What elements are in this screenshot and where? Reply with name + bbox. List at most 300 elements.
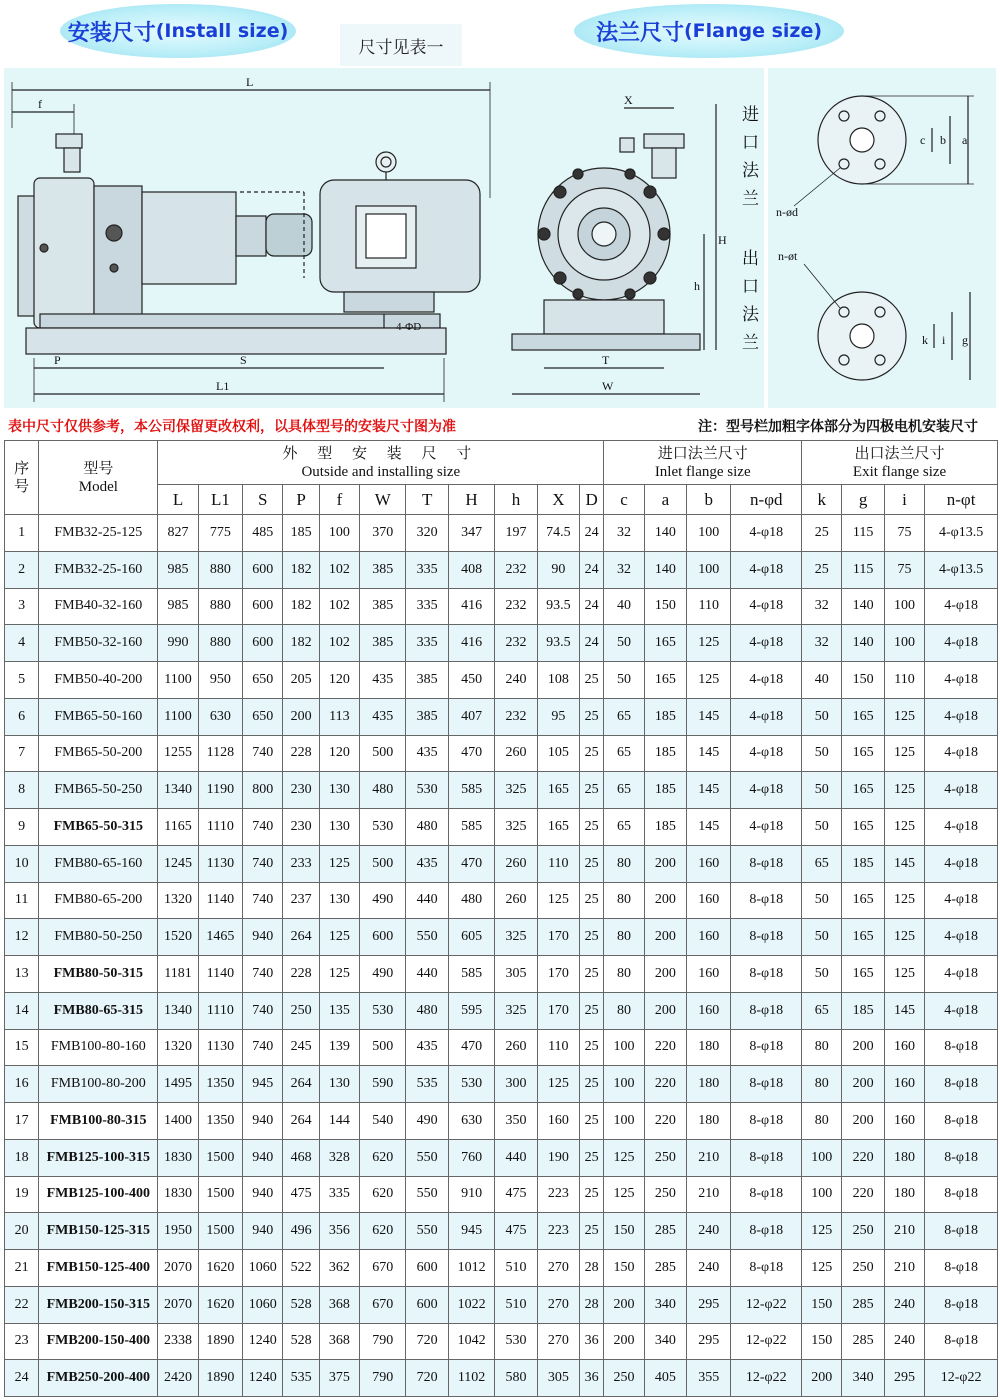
value-cell: 1110 — [198, 809, 242, 846]
model-cell: FMB50-32-160 — [39, 625, 158, 662]
value-cell: 1465 — [198, 919, 242, 956]
dim-P-label: P — [54, 353, 61, 367]
value-cell: 25 — [580, 1139, 604, 1176]
col-header-W: W — [360, 485, 406, 515]
value-cell: 340 — [842, 1360, 884, 1397]
value-cell: 1165 — [158, 809, 198, 846]
value-cell: 50 — [802, 882, 842, 919]
value-cell: 110 — [884, 662, 924, 699]
value-cell: 100 — [604, 1029, 644, 1066]
value-cell: 250 — [283, 992, 319, 1029]
value-cell: 385 — [360, 551, 406, 588]
table-row — [5, 809, 998, 846]
value-cell: 130 — [319, 772, 359, 809]
value-cell: 160 — [537, 1103, 579, 1140]
value-cell: 165 — [537, 772, 579, 809]
value-cell: 24 — [580, 515, 604, 552]
value-cell: 480 — [360, 772, 406, 809]
col-header-L1: L1 — [198, 485, 242, 515]
value-cell: 25 — [580, 1176, 604, 1213]
value-cell: 140 — [842, 588, 884, 625]
value-cell: 110 — [687, 588, 731, 625]
value-cell: 510 — [495, 1286, 537, 1323]
row-number: 3 — [5, 588, 39, 625]
col-header-a: a — [644, 485, 686, 515]
value-cell: 1245 — [158, 845, 198, 882]
table-row — [5, 1029, 998, 1066]
model-cell: FMB65-50-200 — [39, 735, 158, 772]
value-cell: 232 — [495, 698, 537, 735]
value-cell: 535 — [283, 1360, 319, 1397]
value-cell: 210 — [687, 1176, 731, 1213]
value-cell: 260 — [495, 735, 537, 772]
model-cell: FMB125-100-400 — [39, 1176, 158, 1213]
value-cell: 125 — [884, 735, 924, 772]
value-cell: 368 — [319, 1323, 359, 1360]
outside-size-cn: 外 型 安 装 尺 寸 — [282, 445, 480, 462]
table-row — [5, 1139, 998, 1176]
table-row — [5, 1103, 998, 1140]
value-cell: 4-φ18 — [925, 662, 998, 699]
value-cell: 190 — [537, 1139, 579, 1176]
value-cell: 590 — [360, 1066, 406, 1103]
value-cell: 145 — [687, 809, 731, 846]
value-cell: 528 — [283, 1286, 319, 1323]
value-cell: 100 — [884, 588, 924, 625]
row-number: 2 — [5, 551, 39, 588]
value-cell: 325 — [495, 919, 537, 956]
value-cell: 125 — [319, 956, 359, 993]
value-cell: 93.5 — [537, 588, 579, 625]
value-cell: 1830 — [158, 1139, 198, 1176]
value-cell: 496 — [283, 1213, 319, 1250]
value-cell: 435 — [406, 735, 448, 772]
value-cell: 1340 — [158, 992, 198, 1029]
dim-c-label: c — [920, 133, 926, 147]
value-cell: 1950 — [158, 1213, 198, 1250]
value-cell: 100 — [802, 1139, 842, 1176]
value-cell: 264 — [283, 919, 319, 956]
col-header-h: h — [495, 485, 537, 515]
value-cell: 530 — [448, 1066, 494, 1103]
flange-title-cn: 法兰尺寸 — [595, 20, 684, 46]
value-cell: 740 — [243, 956, 283, 993]
value-cell: 295 — [687, 1286, 731, 1323]
value-cell: 228 — [283, 735, 319, 772]
value-cell: 150 — [644, 588, 686, 625]
value-cell: 165 — [842, 772, 884, 809]
flange-size-title — [574, 4, 844, 58]
value-cell: 170 — [537, 992, 579, 1029]
value-cell: 405 — [644, 1360, 686, 1397]
table-row — [5, 919, 998, 956]
value-cell: 200 — [604, 1286, 644, 1323]
table-row — [5, 1176, 998, 1213]
value-cell: 285 — [842, 1323, 884, 1360]
value-cell: 356 — [319, 1213, 359, 1250]
value-cell: 2420 — [158, 1360, 198, 1397]
col-header-X: X — [537, 485, 579, 515]
value-cell: 160 — [687, 882, 731, 919]
value-cell: 240 — [495, 662, 537, 699]
value-cell: 90 — [537, 551, 579, 588]
dim-h-label: h — [694, 279, 700, 293]
value-cell: 4-φ18 — [731, 772, 802, 809]
value-cell: 435 — [406, 1029, 448, 1066]
value-cell: 500 — [360, 1029, 406, 1066]
col-header-L: L — [158, 485, 198, 515]
value-cell: 585 — [448, 956, 494, 993]
table-row — [5, 515, 998, 552]
value-cell: 200 — [644, 919, 686, 956]
value-cell: 160 — [687, 992, 731, 1029]
value-cell: 650 — [243, 698, 283, 735]
value-cell: 200 — [842, 1103, 884, 1140]
value-cell: 180 — [687, 1066, 731, 1103]
value-cell: 320 — [406, 515, 448, 552]
value-cell: 160 — [884, 1029, 924, 1066]
col-header-c: c — [604, 485, 644, 515]
value-cell: 1495 — [158, 1066, 198, 1103]
value-cell: 305 — [495, 956, 537, 993]
dim-k-label: k — [922, 333, 928, 347]
value-cell: 485 — [243, 515, 283, 552]
value-cell: 25 — [802, 515, 842, 552]
dim-H-label: H — [718, 233, 727, 247]
value-cell: 740 — [243, 992, 283, 1029]
value-cell: 65 — [604, 809, 644, 846]
value-cell: 233 — [283, 845, 319, 882]
installation-drawing — [4, 68, 996, 408]
table-row — [5, 1213, 998, 1250]
value-cell: 4-φ18 — [925, 588, 998, 625]
table-row — [5, 1250, 998, 1287]
col-header-f: f — [319, 485, 359, 515]
value-cell: 1140 — [198, 882, 242, 919]
value-cell: 25 — [580, 956, 604, 993]
value-cell: 470 — [448, 845, 494, 882]
value-cell: 220 — [842, 1139, 884, 1176]
col-header-b: b — [687, 485, 731, 515]
model-header-en: Model — [78, 478, 118, 495]
value-cell: 940 — [243, 1139, 283, 1176]
value-cell: 36 — [580, 1323, 604, 1360]
value-cell: 4-φ18 — [731, 551, 802, 588]
table-row — [5, 588, 998, 625]
value-cell: 910 — [448, 1176, 494, 1213]
model-cell: FMB80-65-160 — [39, 845, 158, 882]
value-cell: 630 — [198, 698, 242, 735]
inlet-flange-header — [604, 441, 802, 485]
value-cell: 1890 — [198, 1360, 242, 1397]
value-cell: 540 — [360, 1103, 406, 1140]
value-cell: 500 — [360, 845, 406, 882]
value-cell: 475 — [495, 1213, 537, 1250]
value-cell: 50 — [604, 662, 644, 699]
value-cell: 325 — [495, 809, 537, 846]
outlet-nt-label: n-øt — [778, 249, 798, 263]
value-cell: 8-φ18 — [925, 1286, 998, 1323]
value-cell: 740 — [243, 1029, 283, 1066]
install-title-en: (Install size) — [155, 20, 289, 42]
value-cell: 125 — [319, 845, 359, 882]
value-cell: 880 — [198, 551, 242, 588]
table-row — [5, 992, 998, 1029]
row-number: 11 — [5, 882, 39, 919]
value-cell: 416 — [448, 625, 494, 662]
model-cell: FMB100-80-200 — [39, 1066, 158, 1103]
value-cell: 1830 — [158, 1176, 198, 1213]
value-cell: 500 — [360, 735, 406, 772]
value-cell: 80 — [802, 1103, 842, 1140]
value-cell: 200 — [842, 1029, 884, 1066]
value-cell: 1130 — [198, 845, 242, 882]
value-cell: 165 — [644, 662, 686, 699]
value-cell: 25 — [580, 1213, 604, 1250]
value-cell: 385 — [360, 588, 406, 625]
value-cell: 24 — [580, 588, 604, 625]
value-cell: 4-φ18 — [731, 662, 802, 699]
value-cell: 200 — [644, 882, 686, 919]
row-number: 14 — [5, 992, 39, 1029]
value-cell: 220 — [644, 1066, 686, 1103]
value-cell: 480 — [448, 882, 494, 919]
inlet-flange-char-2: 口 — [742, 133, 759, 153]
exit-flange-cn: 出口法兰尺寸 — [854, 445, 945, 462]
value-cell: 470 — [448, 735, 494, 772]
value-cell: 65 — [802, 845, 842, 882]
model-cell: FMB200-150-400 — [39, 1323, 158, 1360]
value-cell: 25 — [580, 772, 604, 809]
inlet-nd-label: n-ød — [776, 205, 798, 219]
value-cell: 285 — [842, 1286, 884, 1323]
col-header-k: k — [802, 485, 842, 515]
value-cell: 355 — [687, 1360, 731, 1397]
value-cell: 125 — [884, 698, 924, 735]
value-cell: 115 — [842, 551, 884, 588]
value-cell: 160 — [884, 1066, 924, 1103]
value-cell: 145 — [687, 735, 731, 772]
pump-front-view — [512, 93, 727, 394]
value-cell: 985 — [158, 551, 198, 588]
col-header-n-φt: n-φt — [925, 485, 998, 515]
dim-g-label: g — [962, 333, 968, 347]
value-cell: 160 — [884, 1103, 924, 1140]
value-cell: 50 — [802, 735, 842, 772]
value-cell: 40 — [802, 662, 842, 699]
value-cell: 1500 — [198, 1176, 242, 1213]
value-cell: 65 — [604, 735, 644, 772]
value-cell: 450 — [448, 662, 494, 699]
value-cell: 1500 — [198, 1213, 242, 1250]
value-cell: 1620 — [198, 1286, 242, 1323]
value-cell: 25 — [580, 1029, 604, 1066]
value-cell: 223 — [537, 1213, 579, 1250]
value-cell: 440 — [406, 882, 448, 919]
value-cell: 335 — [319, 1176, 359, 1213]
inlet-flange-char-3: 法 — [742, 161, 759, 181]
value-cell: 125 — [687, 662, 731, 699]
value-cell: 200 — [644, 845, 686, 882]
row-number: 7 — [5, 735, 39, 772]
value-cell: 720 — [406, 1360, 448, 1397]
value-cell: 416 — [448, 588, 494, 625]
value-cell: 240 — [687, 1250, 731, 1287]
value-cell: 210 — [884, 1213, 924, 1250]
value-cell: 1190 — [198, 772, 242, 809]
value-cell: 530 — [495, 1323, 537, 1360]
value-cell: 264 — [283, 1103, 319, 1140]
value-cell: 270 — [537, 1250, 579, 1287]
value-cell: 40 — [604, 588, 644, 625]
value-cell: 550 — [406, 1213, 448, 1250]
value-cell: 185 — [644, 735, 686, 772]
col-header-D: D — [580, 485, 604, 515]
value-cell: 4-φ13.5 — [925, 515, 998, 552]
value-cell: 490 — [360, 956, 406, 993]
pump-side-view — [12, 75, 490, 402]
dim-f-label: f — [38, 97, 42, 111]
value-cell: 220 — [842, 1176, 884, 1213]
value-cell: 740 — [243, 845, 283, 882]
value-cell: 8-φ18 — [731, 919, 802, 956]
value-cell: 200 — [644, 956, 686, 993]
model-cell: FMB40-32-160 — [39, 588, 158, 625]
value-cell: 8-φ18 — [925, 1103, 998, 1140]
value-cell: 760 — [448, 1139, 494, 1176]
value-cell: 105 — [537, 735, 579, 772]
table-row — [5, 662, 998, 699]
value-cell: 25 — [580, 919, 604, 956]
value-cell: 1128 — [198, 735, 242, 772]
value-cell: 8-φ18 — [925, 1250, 998, 1287]
value-cell: 945 — [243, 1066, 283, 1103]
value-cell: 25 — [580, 1066, 604, 1103]
value-cell: 228 — [283, 956, 319, 993]
value-cell: 4-φ18 — [731, 735, 802, 772]
col-header-n-φd: n-φd — [731, 485, 802, 515]
value-cell: 468 — [283, 1139, 319, 1176]
col-header-H: H — [448, 485, 494, 515]
value-cell: 165 — [842, 735, 884, 772]
value-cell: 150 — [842, 662, 884, 699]
value-cell: 475 — [283, 1176, 319, 1213]
value-cell: 95 — [537, 698, 579, 735]
col-header-S: S — [243, 485, 283, 515]
value-cell: 8-φ18 — [925, 1176, 998, 1213]
value-cell: 165 — [842, 882, 884, 919]
value-cell: 140 — [644, 551, 686, 588]
value-cell: 620 — [360, 1139, 406, 1176]
value-cell: 325 — [495, 772, 537, 809]
value-cell: 75 — [884, 551, 924, 588]
value-cell: 1022 — [448, 1286, 494, 1323]
model-cell: FMB100-80-160 — [39, 1029, 158, 1066]
value-cell: 1320 — [158, 882, 198, 919]
value-cell: 270 — [537, 1286, 579, 1323]
value-cell: 600 — [243, 551, 283, 588]
value-cell: 1255 — [158, 735, 198, 772]
value-cell: 24 — [580, 551, 604, 588]
value-cell: 32 — [604, 551, 644, 588]
row-number: 9 — [5, 809, 39, 846]
inlet-flange-char-4: 兰 — [742, 189, 759, 209]
value-cell: 80 — [604, 919, 644, 956]
value-cell: 50 — [802, 956, 842, 993]
value-cell: 650 — [243, 662, 283, 699]
seq-header-line1: 序 — [14, 460, 30, 477]
value-cell: 100 — [604, 1103, 644, 1140]
value-cell: 120 — [319, 735, 359, 772]
value-cell: 340 — [644, 1286, 686, 1323]
value-cell: 32 — [802, 588, 842, 625]
value-cell: 220 — [644, 1103, 686, 1140]
dim-b-label: b — [940, 133, 946, 147]
value-cell: 4-φ18 — [925, 625, 998, 662]
value-cell: 350 — [495, 1103, 537, 1140]
value-cell: 36 — [580, 1360, 604, 1397]
value-cell: 1110 — [198, 992, 242, 1029]
value-cell: 1181 — [158, 956, 198, 993]
value-cell: 74.5 — [537, 515, 579, 552]
value-cell: 1500 — [198, 1139, 242, 1176]
value-cell: 65 — [604, 698, 644, 735]
value-cell: 2070 — [158, 1286, 198, 1323]
dim-L1-label: L1 — [216, 379, 230, 393]
value-cell: 165 — [842, 956, 884, 993]
value-cell: 4-φ18 — [925, 698, 998, 735]
table-row — [5, 956, 998, 993]
value-cell: 80 — [604, 882, 644, 919]
value-cell: 8-φ18 — [731, 992, 802, 1029]
value-cell: 102 — [319, 588, 359, 625]
value-cell: 8-φ18 — [731, 882, 802, 919]
value-cell: 4-φ18 — [925, 919, 998, 956]
value-cell: 264 — [283, 1066, 319, 1103]
value-cell: 100 — [884, 625, 924, 662]
row-number: 10 — [5, 845, 39, 882]
value-cell: 470 — [448, 1029, 494, 1066]
value-cell: 335 — [406, 625, 448, 662]
value-cell: 80 — [604, 845, 644, 882]
outlet-flange-view — [778, 249, 970, 380]
value-cell: 125 — [319, 919, 359, 956]
value-cell: 790 — [360, 1360, 406, 1397]
value-cell: 4-φ18 — [925, 809, 998, 846]
value-cell: 4-φ18 — [925, 845, 998, 882]
value-cell: 595 — [448, 992, 494, 1029]
value-cell: 139 — [319, 1029, 359, 1066]
value-cell: 1240 — [243, 1323, 283, 1360]
inlet-flange-cn: 进口法兰尺寸 — [657, 445, 748, 462]
value-cell: 940 — [243, 1213, 283, 1250]
value-cell: 180 — [687, 1029, 731, 1066]
value-cell: 2338 — [158, 1323, 198, 1360]
value-cell: 940 — [243, 1176, 283, 1213]
table-row — [5, 845, 998, 882]
value-cell: 370 — [360, 515, 406, 552]
value-cell: 8-φ18 — [731, 845, 802, 882]
row-number: 22 — [5, 1286, 39, 1323]
value-cell: 125 — [884, 772, 924, 809]
value-cell: 620 — [360, 1213, 406, 1250]
row-number: 6 — [5, 698, 39, 735]
value-cell: 8-φ18 — [925, 1029, 998, 1066]
value-cell: 65 — [604, 772, 644, 809]
value-cell: 1890 — [198, 1323, 242, 1360]
value-cell: 80 — [604, 956, 644, 993]
value-cell: 605 — [448, 919, 494, 956]
